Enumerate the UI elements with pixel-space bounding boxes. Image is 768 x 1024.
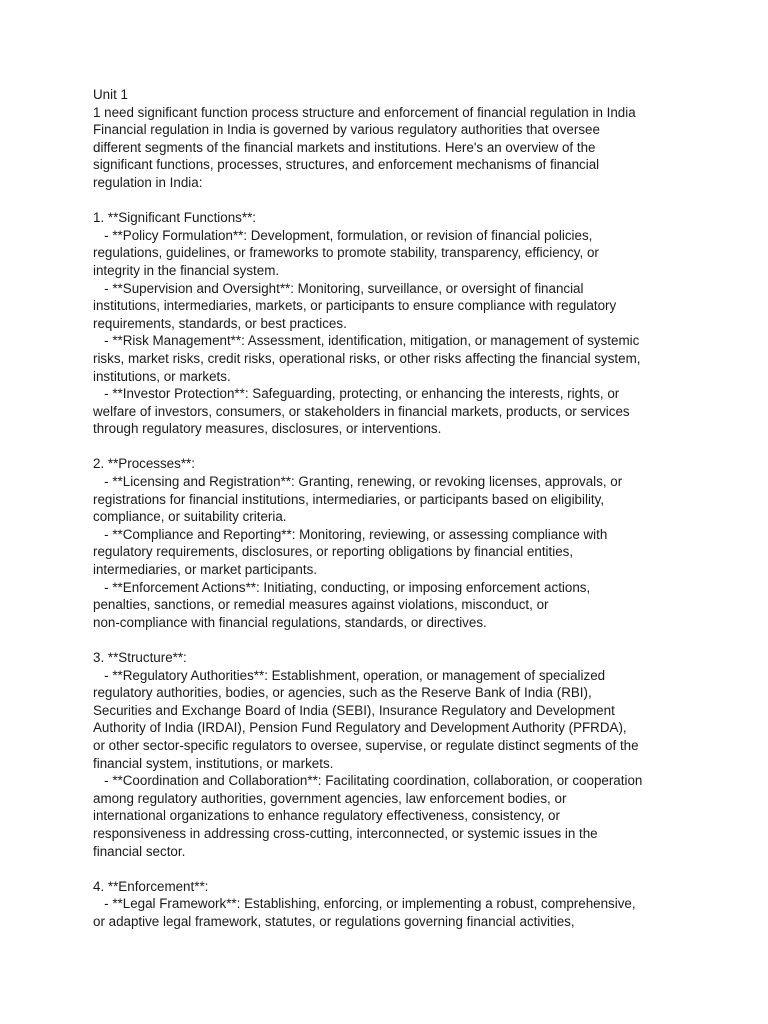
text-line: through regulatory measures, disclosures, or interventions. (93, 421, 442, 437)
text-line: - **Licensing and Registration**: Granting, renewing, or revoking licenses, approvals, or (93, 474, 623, 490)
text-line: regulatory authorities, bodies, or agencies, such as the Reserve Bank of India (RBI), (93, 685, 592, 701)
document-page (93, 86, 693, 931)
text-line: financial sector. (93, 843, 186, 859)
text-line: or other sector-specific regulators to oversee, supervise, or regulate distinct segments of the (93, 737, 639, 753)
text-line: - **Coordination and Collaboration**: Facilitating coordination, collaboration, or cooperation (93, 773, 643, 789)
text-line: financial system, institutions, or markets. (93, 755, 334, 771)
text-line: - **Investor Protection**: Safeguarding, protecting, or enhancing the interests, rights, or (93, 386, 620, 402)
text-line: among regulatory authorities, government agencies, law enforcement bodies, or (93, 790, 567, 806)
text-line: 1. **Significant Functions**: (93, 210, 257, 226)
text-line: Securities and Exchange Board of India (SEBI), Insurance Regulatory and Development (93, 702, 615, 718)
text-line: - **Legal Framework**: Establishing, enforcing, or implementing a robust, comprehensive, (93, 896, 636, 912)
text-line: Financial regulation in India is governed by various regulatory authorities that oversee (93, 122, 600, 138)
text-line: welfare of investors, consumers, or stakeholders in financial markets, products, or services (93, 403, 630, 419)
text-line: 2. **Processes**: (93, 456, 195, 472)
blank-line (93, 631, 693, 649)
text-line: different segments of the financial markets and institutions. Here's an overview of the (93, 139, 596, 155)
blank-line (93, 192, 693, 210)
text-line: regulations, guidelines, or frameworks to promote stability, transparency, efficiency, or (93, 245, 599, 261)
text-line: - **Regulatory Authorities**: Establishment, operation, or management of specialized (93, 667, 606, 683)
text-line: institutions, or markets. (93, 368, 231, 384)
blank-line (93, 860, 693, 878)
text-line: penalties, sanctions, or remedial measures against violations, misconduct, or (93, 597, 549, 613)
text-line: - **Enforcement Actions**: Initiating, conducting, or imposing enforcement actions, (93, 579, 591, 595)
text-line: significant functions, processes, structures, and enforcement mechanisms of financial (93, 157, 600, 173)
text-line: institutions, intermediaries, markets, or participants to ensure compliance with regulatory (93, 298, 617, 314)
text-line: Authority of India (IRDAI), Pension Fund Regulatory and Development Authority (PFRDA), (93, 720, 627, 736)
text-line: - **Risk Management**: Assessment, identification, mitigation, or management of systemic (93, 333, 640, 349)
text-line: registrations for financial institutions, intermediaries, or participants based on eligibility, (93, 491, 605, 507)
text-line: - **Policy Formulation**: Development, formulation, or revision of financial policies, (93, 227, 593, 243)
text-line: requirements, standards, or best practices. (93, 315, 347, 331)
text-line: regulation in India: (93, 174, 203, 190)
text-line: - **Supervision and Oversight**: Monitoring, surveillance, or oversight of financial (93, 280, 584, 296)
text-line: non-compliance with financial regulations, standards, or directives. (93, 614, 487, 630)
text-line: 3. **Structure**: (93, 650, 187, 665)
text-line: responsiveness in addressing cross-cutting, interconnected, or systemic issues in the (93, 825, 598, 841)
blank-line (93, 438, 693, 456)
text-line: 1 need significant function process structure and enforcement of financial regulation in India (93, 104, 636, 120)
text-line: or adaptive legal framework, statutes, or regulations governing financial activities, (93, 913, 575, 929)
text-line: Unit 1 (93, 87, 128, 102)
text-line: integrity in the financial system. (93, 262, 280, 278)
text-line: - **Compliance and Reporting**: Monitoring, reviewing, or assessing compliance with (93, 526, 608, 542)
text-line: intermediaries, or market participants. (93, 562, 318, 578)
text-line: regulatory requirements, disclosures, or reporting obligations by financial entities, (93, 544, 574, 560)
text-line: compliance, or suitability criteria. (93, 509, 287, 525)
text-line: risks, market risks, credit risks, operational risks, or other risks affecting the financial system, (93, 350, 641, 366)
text-line: 4. **Enforcement**: (93, 878, 209, 894)
text-line: international organizations to enhance regulatory effectiveness, consistency, or (93, 808, 560, 824)
